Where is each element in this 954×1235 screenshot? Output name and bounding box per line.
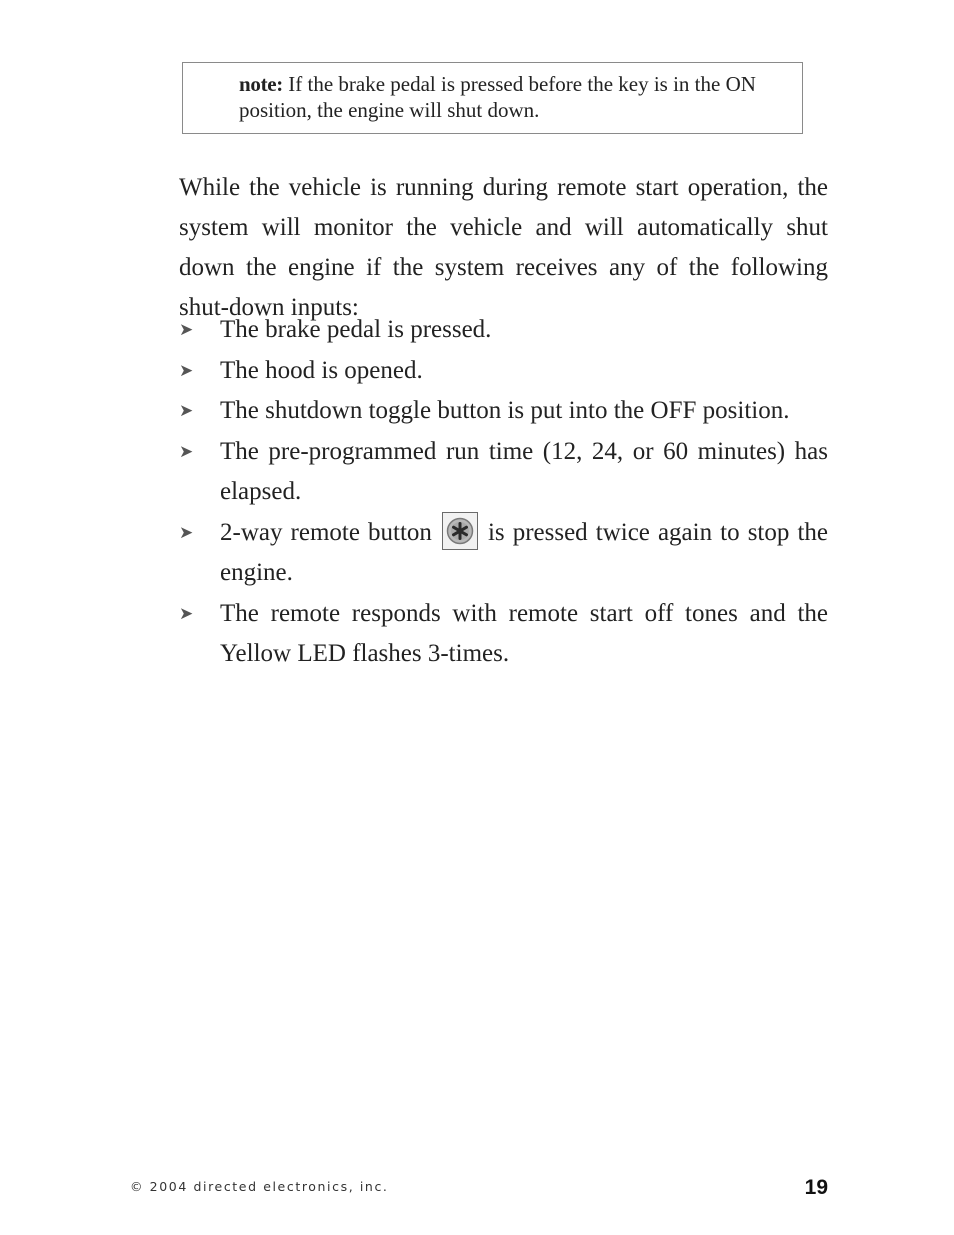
note-text [239,71,779,123]
note-box [182,62,803,134]
asterisk-button-icon [442,512,478,550]
page-number: 19 [804,1176,828,1199]
arrowhead-right-icon: ➤ [179,441,194,462]
list-item-text-before: 2-way remote button [220,518,432,546]
asterisk-icon [446,517,474,545]
list-item [179,432,828,513]
copyright-footer: © 2004 directed electronics, inc. [130,1179,389,1194]
list-item [179,391,828,432]
list-item-text: The brake pedal is pressed. [220,316,492,343]
arrowhead-right-icon: ➤ [179,320,194,340]
intro-paragraph: While the vehicle is running during remote start operation, the system will monitor the vehicle and will automatically shut down the engine if the system receives any of the following shut-down inputs: [179,174,828,321]
note-label: note: [239,72,283,96]
arrowhead-right-icon: ➤ [179,522,194,543]
list-item [179,351,828,392]
list-item-text: The shutdown toggle button is put into the OFF position. [220,397,790,424]
note-body: If the brake pedal is pressed before the key is in the ON position, the engine will shut down. [239,72,756,122]
list-item-text: The remote responds with remote start off tones and the Yellow LED flashes 3-times. [220,599,828,667]
list-item-text-after: is pressed twice again to stop the engine. [220,518,828,586]
arrowhead-right-icon: ➤ [179,401,194,421]
list-item-text: The hood is opened. [220,356,423,384]
list-item-text: The pre-programmed run time (12, 24, or 60 minutes) has elapsed. [220,437,828,505]
arrowhead-right-icon: ➤ [179,603,194,624]
arrowhead-right-icon: ➤ [179,360,194,381]
shutdown-inputs-list [179,310,828,675]
list-item [179,513,828,594]
list-item [179,594,828,675]
list-item [179,310,828,351]
